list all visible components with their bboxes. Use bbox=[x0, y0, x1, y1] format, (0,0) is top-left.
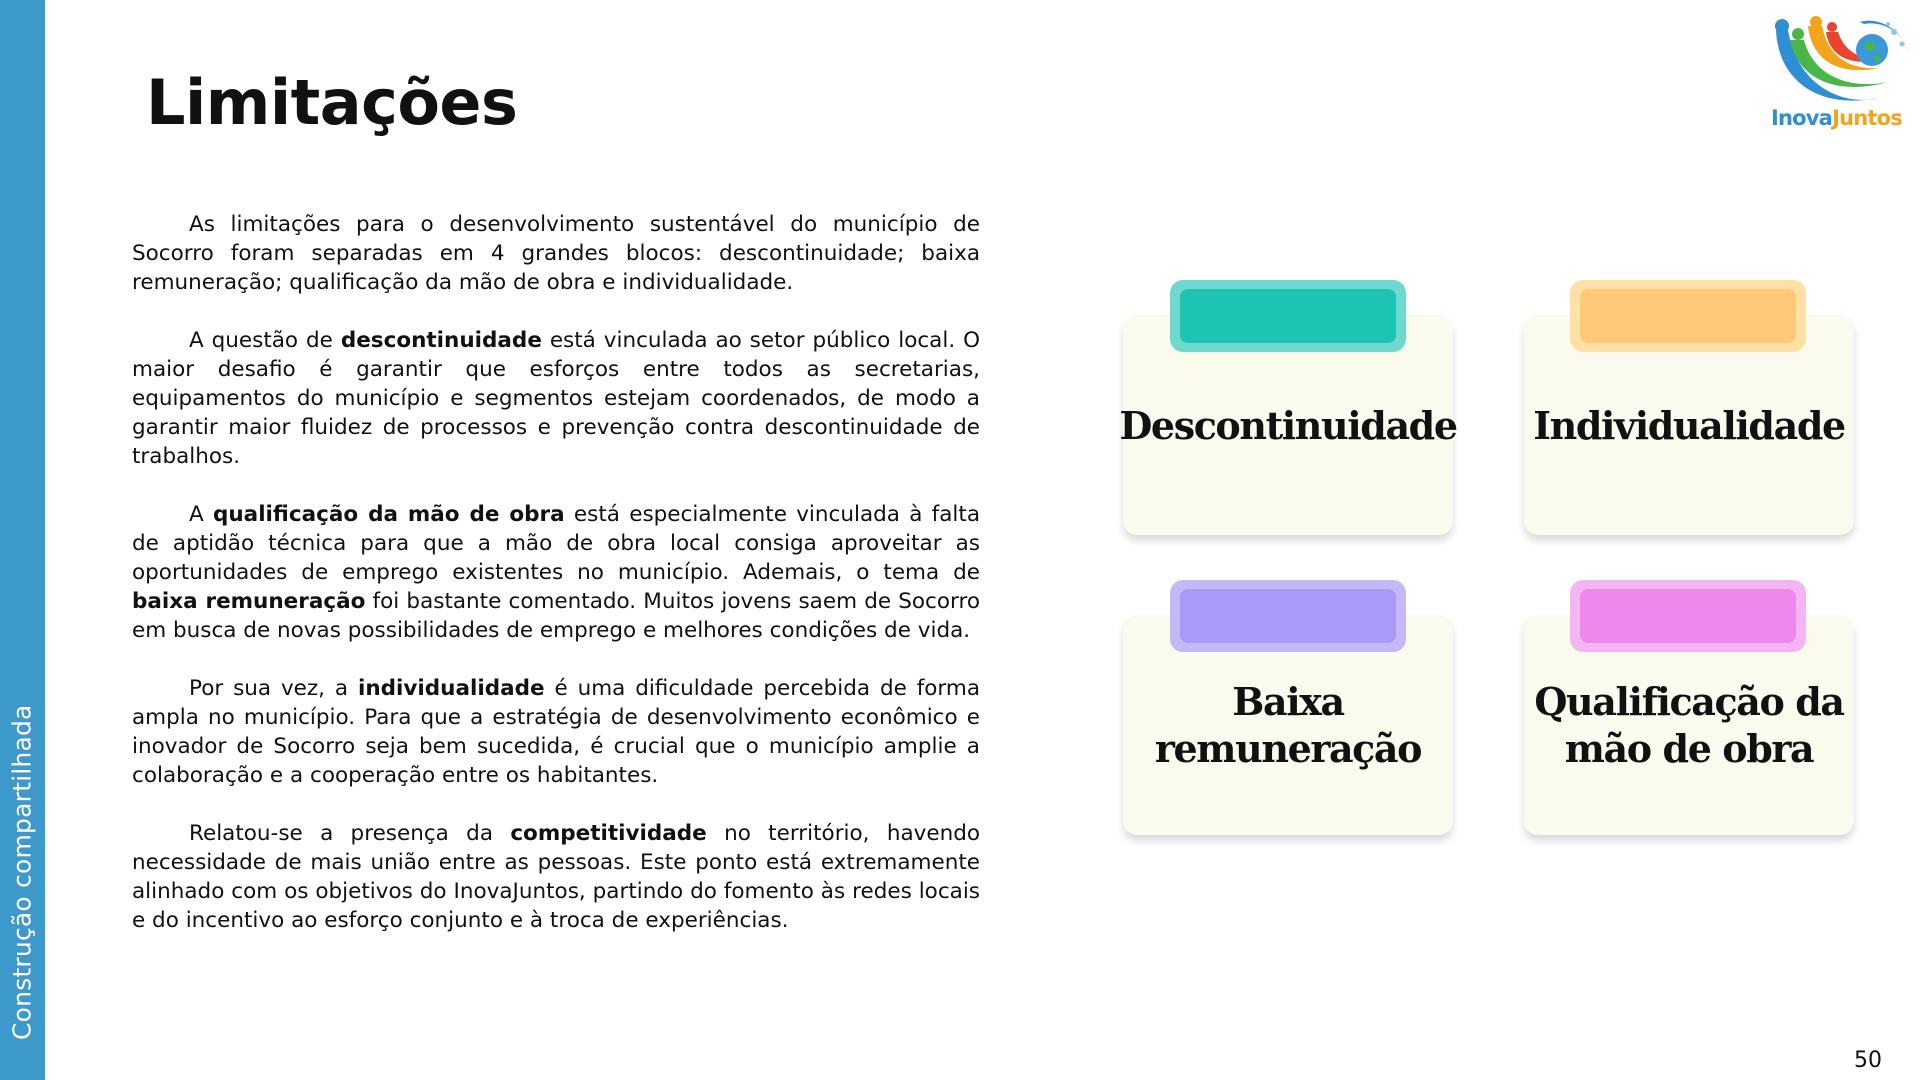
paragraph bbox=[132, 500, 980, 645]
limitation-card-label: Qualificação da mão de obra bbox=[1534, 679, 1844, 771]
side-label: Construção compartilhada bbox=[7, 704, 37, 1040]
highlighted-term: competitividade bbox=[510, 821, 707, 846]
highlighted-term: individualidade bbox=[357, 676, 545, 701]
card-tab bbox=[1170, 580, 1406, 652]
highlighted-term: baixa remuneração bbox=[132, 589, 366, 614]
card-tab-inner bbox=[1180, 289, 1396, 343]
paragraph-text: no território, havendo necessidade de mais união entre as pessoas. Este ponto está extremamente alinhado com os objetivos do InovaJuntos, partindo do fomento às redes locais e do incentivo ao esforço conjunto e à troca de experiências. bbox=[132, 821, 980, 933]
limitation-card-label: Descontinuidade bbox=[1119, 402, 1457, 448]
body-text bbox=[132, 210, 980, 964]
card-tab bbox=[1570, 580, 1806, 652]
logo-word-juntos: Juntos bbox=[1832, 106, 1902, 130]
paragraph bbox=[132, 819, 980, 935]
paragraph-text: A questão de bbox=[189, 328, 341, 353]
logo-word-inova: Inova bbox=[1771, 106, 1833, 130]
paragraph-text: está especialmente vinculada à falta de aptidão técnica para que a mão de obra local consiga aproveitar as oportunidades de emprego existentes no município. Ademais, o tema de bbox=[132, 502, 980, 585]
limitation-card-label: Baixa remuneração bbox=[1154, 679, 1422, 771]
paragraph-text: está vinculada ao setor público local. O maior desafio é garantir que esforços entre todos as secretarias, equipamentos do município e segmentos estejam coordenados, de modo a garantir maior fluidez de processos e prevenção contra descontinuidade de trabalhos. bbox=[132, 328, 980, 469]
card-tab-inner bbox=[1180, 589, 1396, 643]
card-tab-inner bbox=[1580, 289, 1796, 343]
limitation-card-label: Individualidade bbox=[1533, 402, 1845, 448]
card-tab-inner bbox=[1580, 589, 1796, 643]
paragraph bbox=[132, 210, 980, 297]
side-bar bbox=[0, 0, 45, 1080]
card-tab bbox=[1570, 280, 1806, 352]
paragraph-text: Por sua vez, a bbox=[189, 676, 358, 701]
card-tab bbox=[1170, 280, 1406, 352]
highlighted-term: qualificação da mão de obra bbox=[212, 502, 565, 527]
paragraph-text: As limitações para o desenvolvimento sustentável do município de Socorro foram separadas em 4 grandes blocos: descontinuidade; baixa remuneração; qualificação da mão de obra e individualidade. bbox=[132, 212, 980, 295]
logo-wordmark bbox=[1771, 106, 1902, 130]
paragraph bbox=[132, 674, 980, 790]
paragraph-text: é uma dificuldade percebida de forma ampla no município. Para que a estratégia de desenvolvimento econômico e inovador de Socorro seja bem sucedida, é crucial que o município amplie a colaboração e a cooperação entre os habitantes. bbox=[132, 676, 981, 788]
page-title: Limitações bbox=[146, 66, 518, 139]
paragraph-text: A bbox=[189, 502, 213, 527]
paragraph-text: Relatou-se a presença da bbox=[189, 821, 511, 846]
highlighted-term: descontinuidade bbox=[340, 328, 542, 353]
paragraph bbox=[132, 326, 980, 471]
paragraph-text: foi bastante comentado. Muitos jovens saem de Socorro em busca de novas possibilidades de emprego e melhores condições de vida. bbox=[132, 589, 980, 643]
page-number: 50 bbox=[1854, 1048, 1882, 1073]
